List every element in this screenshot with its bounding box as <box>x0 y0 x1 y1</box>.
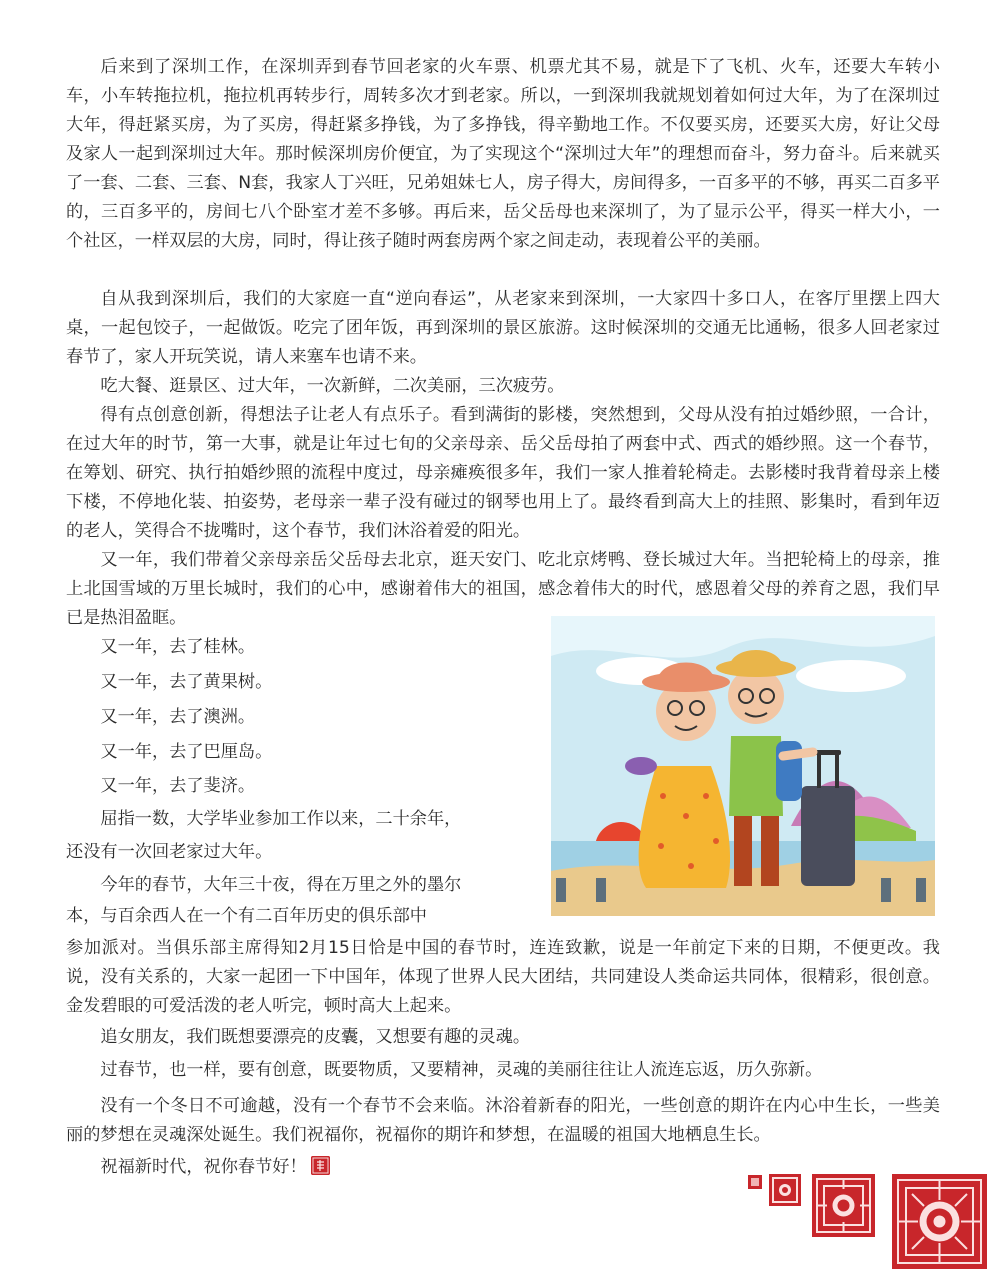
travel-line-huangguoshu: 又一年，去了黄果树。 <box>100 672 273 692</box>
papercut-stamp-large-icon <box>892 1174 987 1273</box>
paragraph-spring-festival: 过春节，也一样，要有创意，既要物质，又要精神，灵魂的美丽往往让人流连忘返，历久弥新。 <box>100 1060 823 1080</box>
paragraph-1: 后来到了深圳工作，在深圳弄到春节回老家的火车票、机票尤其不易，就是下了飞机、火车，还要大车转小车，小车转拖拉机，拖拉机再转步行，周转多次才到老家。所以，一到深圳我就规划着如何过大年，为了在深圳过大年，得赶紧买房，为了买房，得赶紧多挣钱，为了多挣钱，得辛勤地工作。不仅要买房，还要买大房，好让父母及家人一起到深圳过大年。那时候深圳房价便宜，为了实现这个“深圳过大年”的理想而奋斗，努力奋斗。后来就买了一套、二套、三套、N套，我家人丁兴旺，兄弟姐妹七人，房子得大，房间得多，一百多平的不够，再买二百多平的，三百多平的，房间七八个卧室才差不多够。再后来，岳父岳母也来深圳了，为了显示公平，得买一样大小，一个社区，一样双层的大房，同时，得让孩子随时两套房两个家之间走动，表现着公平的美丽。 <box>66 57 940 251</box>
travel-line-australia: 又一年，去了澳洲。 <box>100 707 256 727</box>
paragraph-blessing: 没有一个冬日不可逾越，没有一个春节不会来临。沐浴着新春的阳光，一些创意的期许在内心中生长，一些美丽的梦想在灵魂深处诞生。我们祝福你，祝福你的期许和梦想，在温暖的祖国大地栖息生长。 <box>66 1096 940 1145</box>
paragraph-5: 又一年，我们带着父亲母亲岳父岳母去北京，逛天安门、吃北京烤鸭、登长城过大年。当把轮椅上的母亲，推上北国雪域的万里长城时，我们的心中，感谢着伟大的祖国，感念着伟大的时代，感恩着父母的养育之恩，我们早已是热泪盈眶。 <box>66 550 940 628</box>
paragraph-girlfriend: 追女朋友，我们既想要漂亮的皮囊，又想要有趣的灵魂。 <box>100 1027 531 1047</box>
paragraph-3: 吃大餐、逛景区、过大年，一次新鲜，二次美丽，三次疲劳。 <box>100 376 565 396</box>
twenty-years-line: 屈指一数，大学毕业参加工作以来，二十余年， <box>100 809 462 829</box>
closing-line <box>66 1153 940 1182</box>
travel-line-bali: 又一年，去了巴厘岛。 <box>100 742 273 762</box>
melbourne-line-2: 本，与百余西人在一个有二百年历史的俱乐部中 <box>66 906 427 926</box>
papercut-stamp-small-icon <box>769 1174 801 1210</box>
papercut-stamp-tiny-icon <box>748 1174 762 1193</box>
elderly-couple-illustration <box>551 616 935 916</box>
closing-text: 祝福新时代，祝你春节好！ <box>100 1157 307 1177</box>
melbourne-line-1: 今年的春节，大年三十夜，得在万里之外的墨尔 <box>100 875 462 895</box>
end-seal-icon <box>311 1156 330 1175</box>
papercut-stamp-medium-icon <box>812 1174 875 1241</box>
paragraph-party: 参加派对。当俱乐部主席得知2月15日恰是中国的春节时，连连致歉，说是一年前定下来的日期，不便更改。我说，没有关系的，大家一起团一下中国年，体现了世界人民大团结，共同建设人类命运共同体，很精彩，很创意。金发碧眼的可爱活泼的老人听完，顿时高大上起来。 <box>66 938 940 1016</box>
travel-line-fiji: 又一年，去了斐济。 <box>100 776 256 796</box>
paragraph-2: 自从我到深圳后，我们的大家庭一直“逆向春运”，从老家来到深圳，一大家四十多口人，在客厅里摆上四大桌，一起包饺子，一起做饭。吃完了团年饭，再到深圳的景区旅游。这时候深圳的交通无比通畅，很多人回老家过春节了，家人开玩笑说，请人来塞车也请不来。 <box>66 289 940 367</box>
travel-line-guilin: 又一年，去了桂林。 <box>100 637 256 657</box>
never-home-line: 还没有一次回老家过大年。 <box>66 842 273 862</box>
paragraph-4: 得有点创意创新，得想法子让老人有点乐子。看到满街的影楼，突然想到，父母从没有拍过婚纱照，一合计，在过大年的时节，第一大事，就是让年过七旬的父亲母亲、岳父岳母拍了两套中式、西式的婚纱照。这一个春节，在筹划、研究、执行拍婚纱照的流程中度过，母亲瘫痪很多年，我们一家人推着轮椅走。去影楼时我背着母亲上楼下楼，不停地化装、拍姿势，老母亲一辈子没有碰过的钢琴也用上了。最终看到高大上的挂照、影集时，看到年迈的老人，笑得合不拢嘴时，这个春节，我们沐浴着爱的阳光。 <box>66 405 940 541</box>
